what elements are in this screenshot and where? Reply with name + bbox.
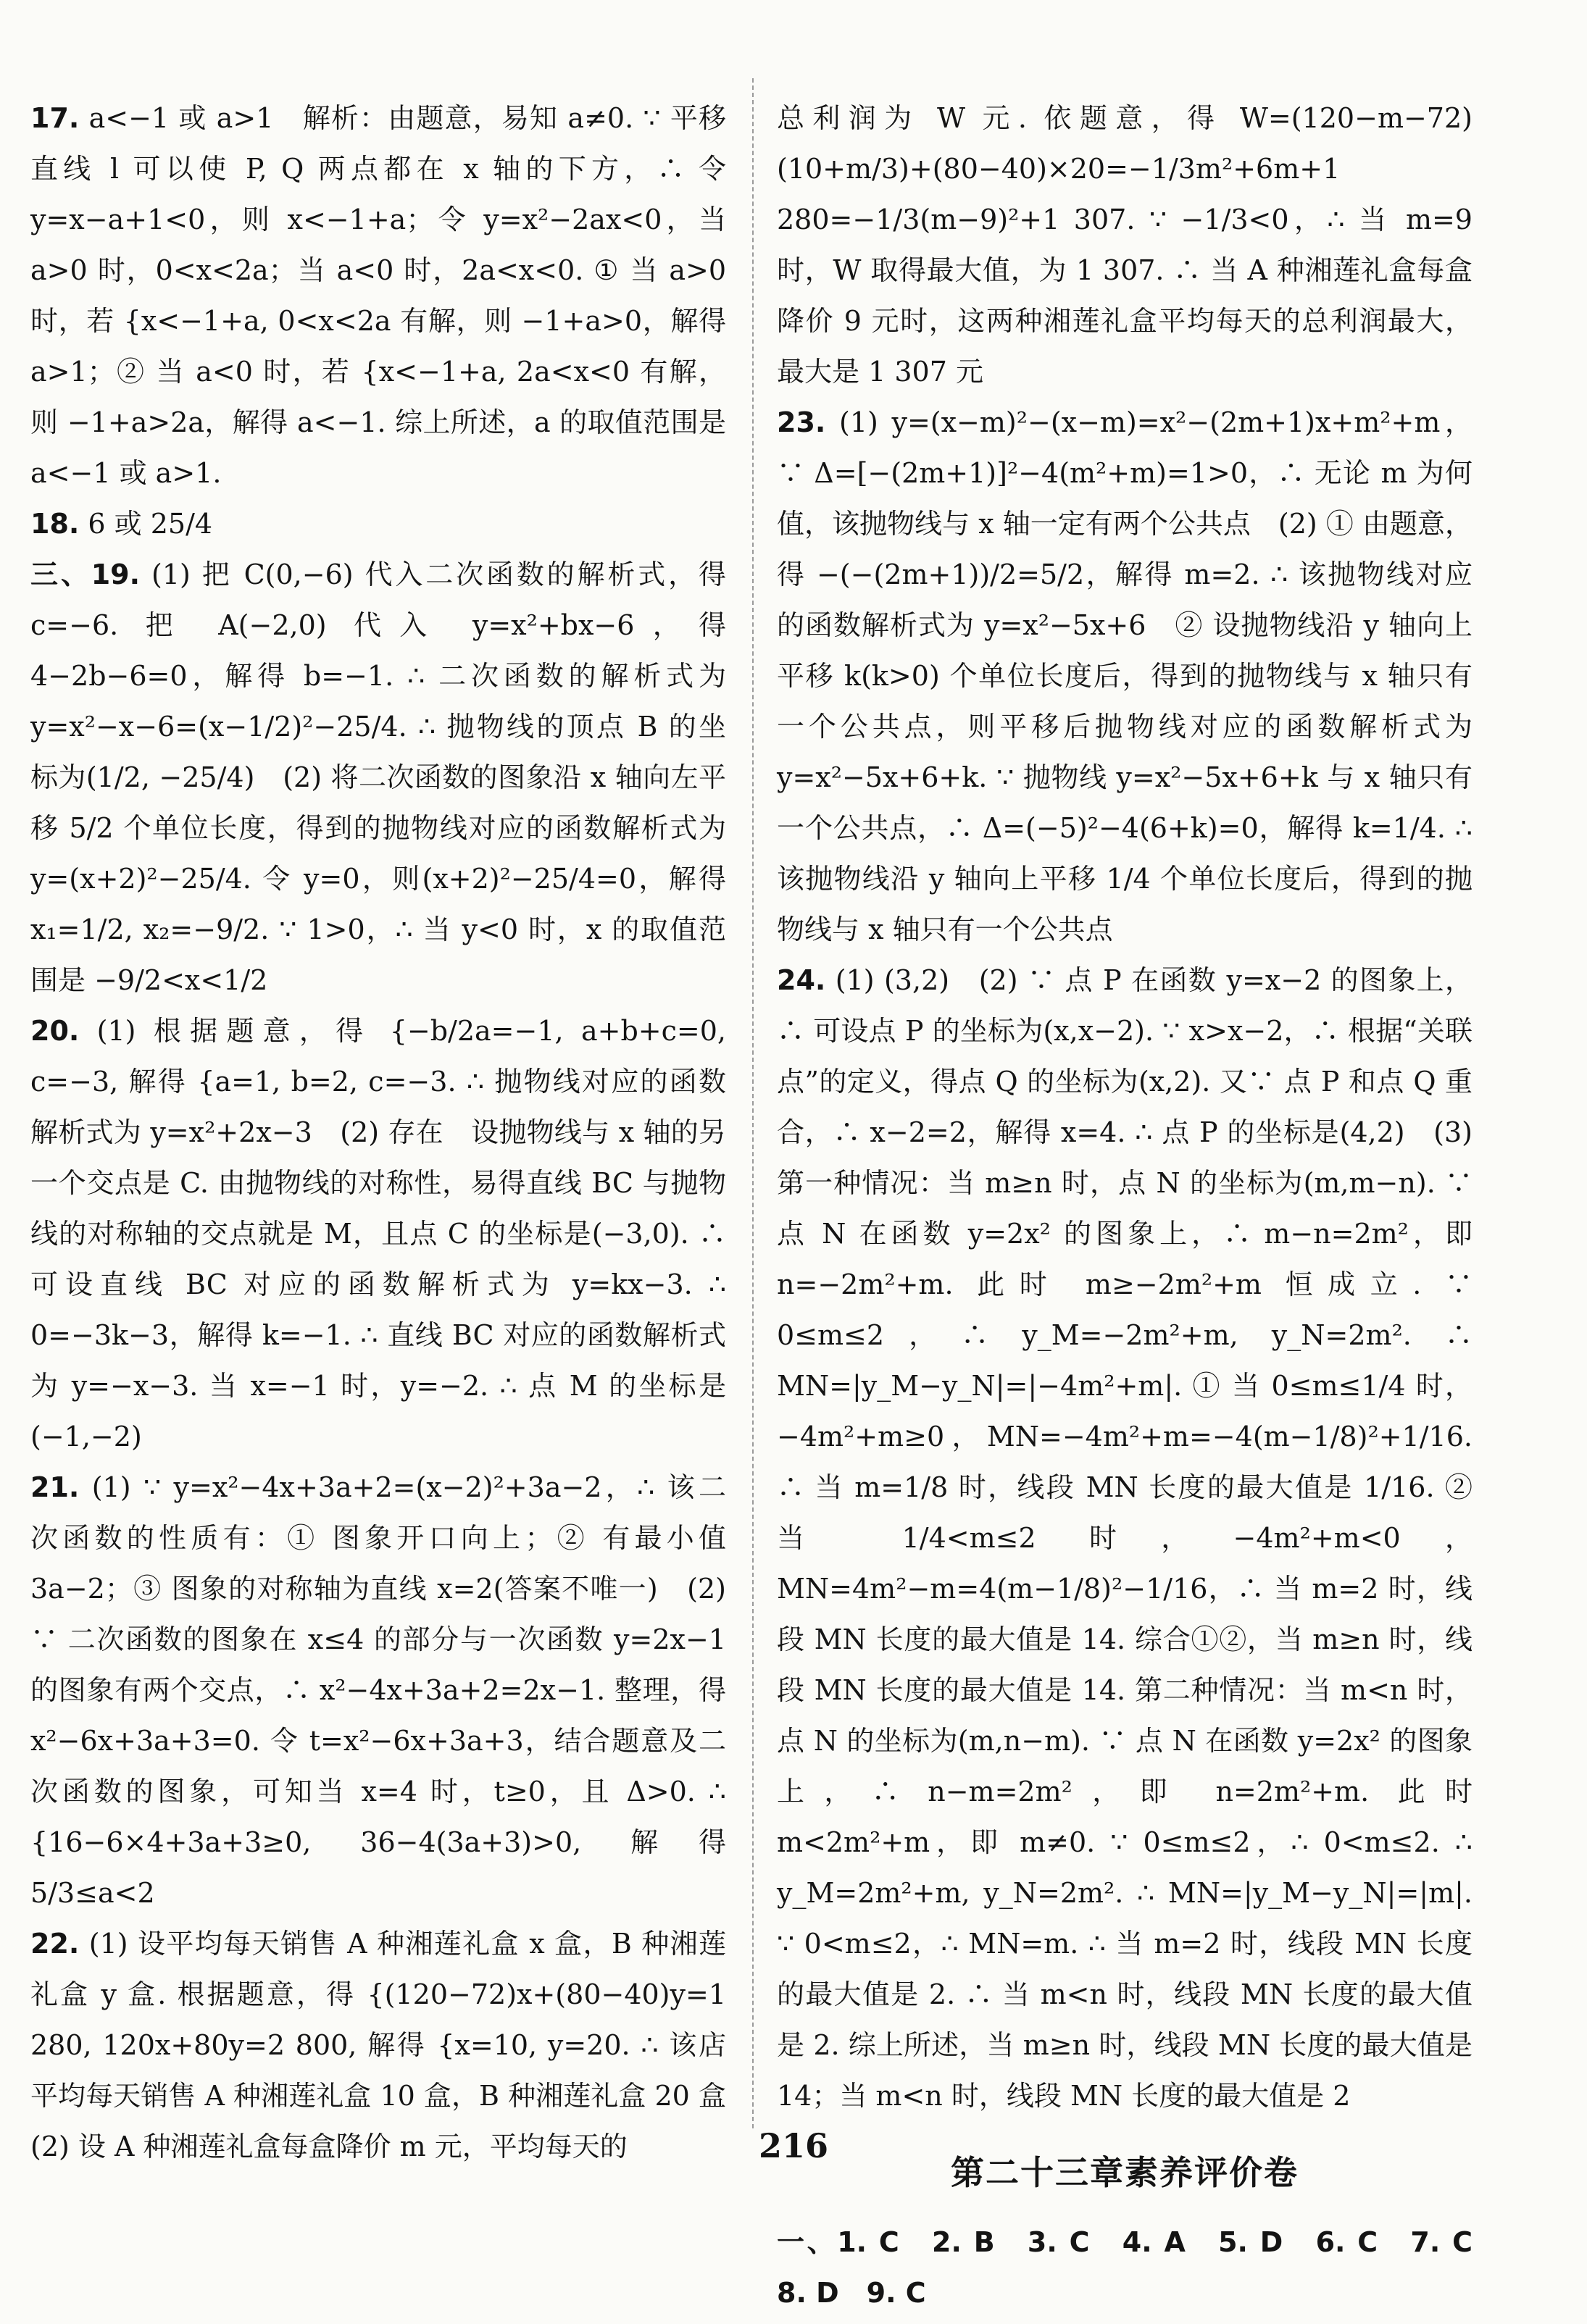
answer-text: (1) 把 C(0,−6) 代入二次函数的解析式，得 c=−6. 把 A(−2,0) 代入 y=x²+bx−6，得 4−2b−6=0，解得 b=−1. ∴ 二次函数的解析式为 y=x²−x−6=(x−1/2)²−25/4. ∴ 抛物线的顶点 B 的坐标为(1/2, −25/4) (2) 将二次函数的图象沿 x 轴向左平移 5/2 个单位长度，得到的抛物线对应的函数解析式为 y=(x+2)²−25/4. 令 y=0，则(x+2)²−25/4=0，解得 x₁=1/2, x₂=−9/2. ∵ 1>0，∴ 当 y<0 时，x 的取值范围是 −9/2<x<1/2 [30,559,736,996]
question-number: 21. [30,1471,80,1503]
answer-21 [30,1462,736,1918]
question-number: 17. [30,102,80,134]
question-number: 24. [777,964,826,996]
answer-20 [30,1006,736,1462]
page-number: 216 [758,2126,829,2165]
answer-23 [777,397,1482,955]
answer-text: (1) 设平均每天销售 A 种湘莲礼盒 x 盒，B 种湘莲礼盒 y 盒. 根据题意，得 {(120−72)x+(80−40)y=1 280, 120x+80y=2 800, 解得 {x=10, y=20. ∴ 该店平均每天销售 A 种湘莲礼盒 10 盒，B 种湘莲礼盒 20 盒 (2) 设 A 种湘莲礼盒每盒降价 m 元，平均每天的 [30,1928,754,2162]
answer-22-continued [777,93,1482,397]
column-divider [752,78,754,2128]
answer-text: 6 或 25/4 [88,508,213,540]
answer-text: (1) y=(x−m)²−(x−m)=x²−(2m+1)x+m²+m，∵ Δ=[−(2m+1)]²−4(m²+m)=1>0，∴ 无论 m 为何值，该抛物线与 x 轴一定有两个公共点 (2) ① 由题意，得 −(−(2m+1))/2=5/2，解得 m=2. ∴ 该抛物线对应的函数解析式为 y=x²−5x+6 ② 设抛物线沿 y 轴向上平移 k(k>0) 个单位长度后，得到的抛物线与 x 轴只有一个公共点，则平移后抛物线对应的函数解析式为 y=x²−5x+6+k. ∵ 抛物线 y=x²−5x+6+k 与 x 轴只有一个公共点，∴ Δ=(−5)²−4(6+k)=0，解得 k=1/4. ∴ 该抛物线沿 y 轴向上平移 1/4 个单位长度后，得到的抛物线与 x 轴只有一个公共点 [777,406,1482,945]
answer-19 [30,549,736,1006]
answer-text: (1) ∵ y=x²−4x+3a+2=(x−2)²+3a−2，∴ 该二次函数的性质有：① 图象开口向上；② 有最小值 3a−2；③ 图象的对称轴为直线 x=2(答案不唯一) (2) ∵ 二次函数的图象在 x≤4 的部分与一次函数 y=2x−1 的图象有两个交点，∴ x²−4x+3a+2=2x−1. 整理，得 x²−6x+3a+3=0. 令 t=x²−6x+3a+3，结合题意及二次函数的图象，可知当 x=4 时，t≥0，且 Δ>0. ∴ {16−6×4+3a+3≥0, 36−4(3a+3)>0, 解得 5/3≤a<2 [30,1471,736,1909]
right-column [777,93,1501,2318]
answer-24 [777,955,1482,2121]
question-number: 22. [30,1928,80,1960]
answer-text: a<−1 或 a>1 解析：由题意，易知 a≠0. ∵ 平移直线 l 可以使 P, Q 两点都在 x 轴的下方，∴ 令 y=x−a+1<0，则 x<−1+a；令 y=x²−2ax<0，当 a>0 时，0<x<2a；当 a<0 时，2a<x<0. ① 当 a>0 时，若 {x<−1+a, 0<x<2a 有解，则 −1+a>0，解得 a>1；② 当 a<0 时，若 {x<−1+a, 2a<x<0 有解，则 −1+a>2a，解得 a<−1. 综上所述，a 的取值范围是 a<−1 或 a>1. [30,102,736,489]
left-column [30,93,754,2172]
answer-18 [30,498,726,549]
section-title: 第二十三章素养评价卷 [951,2153,1299,2192]
section-answers: 一、1. C 2. B 3. C 4. A 5. D 6. C 7. C 8. D 9. C [777,2226,1501,2309]
question-number: 18. [30,508,80,540]
answer-text: 总利润为 W 元. 依题意，得 W=(120−m−72)(10+m/3)+(80−40)×20=−1/3m²+6m+1 280=−1/3(m−9)²+1 307. ∵ −1/3<0，∴ 当 m=9 时，W 取得最大值，为 1 307. ∴ 当 A 种湘莲礼盒每盒降价 9 元时，这两种湘莲礼盒平均每天的总利润最大，最大是 1 307 元 [777,102,1482,388]
question-number: 三、19. [30,559,141,590]
question-number: 20. [30,1015,80,1047]
answer-text: (1) 根据题意，得 {−b/2a=−1, a+b+c=0, c=−3, 解得 {a=1, b=2, c=−3. ∴ 抛物线对应的函数解析式为 y=x²+2x−3 (2) 存在 设抛物线与 x 轴的另一个交点是 C. 由抛物线的对称性，易得直线 BC 与抛物线的对称轴的交点就是 M，且点 C 的坐标是(−3,0). ∴ 可设直线 BC 对应的函数解析式为 y=kx−3. ∴ 0=−3k−3，解得 k=−1. ∴ 直线 BC 对应的函数解析式为 y=−x−3. 当 x=−1 时，y=−2. ∴ 点 M 的坐标是(−1,−2) [30,1015,736,1452]
answer-text: (1) (3,2) (2) ∵ 点 P 在函数 y=x−2 的图象上，∴ 可设点 P 的坐标为(x,x−2). ∵ x>x−2，∴ 根据“关联点”的定义，得点 Q 的坐标为(x,2). 又∵ 点 P 和点 Q 重合，∴ x−2=2，解得 x=4. ∴ 点 P 的坐标是(4,2) (3) 第一种情况：当 m≥n 时，点 N 的坐标为(m,m−n). ∵ 点 N 在函数 y=2x² 的图象上，∴ m−n=2m²，即 n=−2m²+m. 此时 m≥−2m²+m 恒成立. ∵ 0≤m≤2，∴ y_M=−2m²+m, y_N=2m². ∴ MN=|y_M−y_N|=|−4m²+m|. ① 当 0≤m≤1/4 时，−4m²+m≥0，MN=−4m²+m=−4(m−1/8)²+1/16. ∴ 当 m=1/8 时，线段 MN 长度的最大值是 1/16. ② 当 1/4<m≤2 时，−4m²+m<0，MN=4m²−m=4(m−1/8)²−1/16，∴ 当 m=2 时，线段 MN 长度的最大值是 14. 综合①②，当 m≥n 时，线段 MN 长度的最大值是 14. 第二种情况：当 m<n 时，点 N 的坐标为(m,n−m). ∵ 点 N 在函数 y=2x² 的图象上，∴ n−m=2m²，即 n=2m²+m. 此时 m<2m²+m，即 m≠0. ∵ 0≤m≤2，∴ 0<m≤2. ∴ y_M=2m²+m, y_N=2m². ∴ MN=|y_M−y_N|=|m|. ∵ 0<m≤2，∴ MN=m. ∴ 当 m=2 时，线段 MN 长度的最大值是 2. ∴ 当 m<n 时，线段 MN 长度的最大值是 2. 综上所述，当 m≥n 时，线段 MN 长度的最大值是 14；当 m<n 时，线段 MN 长度的最大值是 2 [777,964,1482,2112]
question-number: 23. [777,406,826,438]
answer-17 [30,93,736,498]
